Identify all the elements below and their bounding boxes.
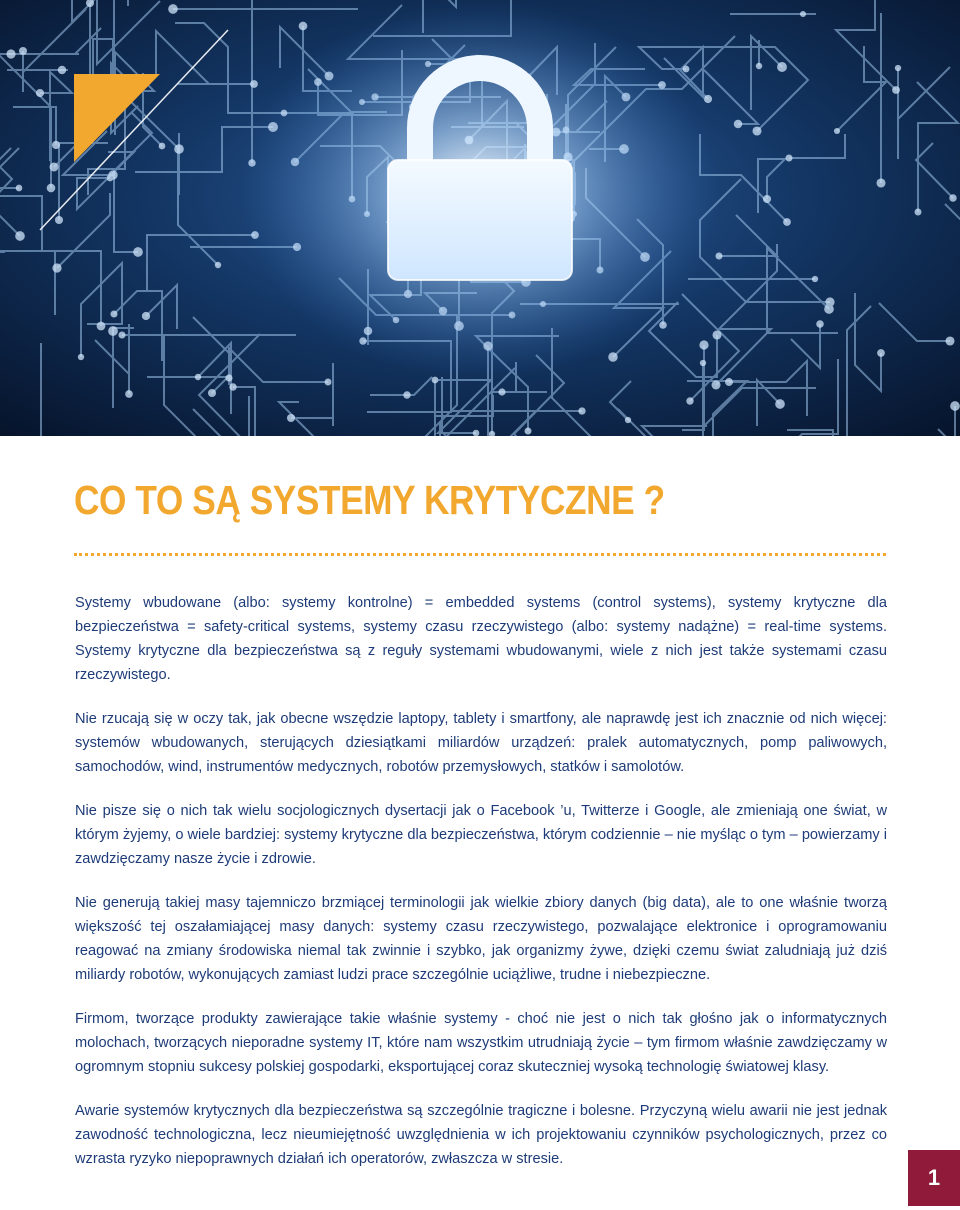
circuit-pad <box>287 414 295 422</box>
circuit-pad <box>498 388 505 395</box>
circuit-pad <box>133 247 143 257</box>
circuit-pad <box>78 354 84 360</box>
circuit-pad <box>812 276 818 282</box>
circuit-pad <box>608 352 617 361</box>
circuit-pad <box>19 47 27 55</box>
circuit-pad <box>775 399 785 409</box>
circuit-pad <box>734 120 742 128</box>
circuit-pad <box>756 63 762 69</box>
circuit-pad <box>712 330 721 339</box>
circuit-pad <box>229 383 236 390</box>
circuit-pad <box>107 175 114 182</box>
circuit-pad <box>895 65 901 71</box>
circuit-pad <box>686 397 693 404</box>
paragraph-real-time-data: Nie generują takiej masy tajemniczo brzmiącej terminologii jak wielkie zbiory danych (big data), ale to one właśnie tworzą większość tej oszałamiającej masy danych: systemy czasu rzeczywistego, pozwalające elektronice i oprogramowaniu reagować na zmiany środowiska niemal tak zwinnie i szybko, jak organizmy żywe, dzięki czemu świat zaludniają już dziś miliardy robotów, wykonujących zamiast ludzi prace szczególnie uciążliwe, trudne i niebezpieczne. <box>75 895 887 983</box>
hero-image <box>0 0 960 436</box>
circuit-pad <box>47 184 56 193</box>
circuit-pad <box>783 218 791 226</box>
circuit-pad <box>108 326 118 336</box>
circuit-pad <box>118 331 125 338</box>
circuit-pad <box>142 312 150 320</box>
circuit-pad <box>834 128 840 134</box>
circuit-pad <box>50 163 59 172</box>
paragraph-failures: Awarie systemów krytycznych dla bezpieczeństwa są szczególnie tragiczne i bolesne. Przyczyną wielu awarii nie jest jednak zawodność technologiczna, lecz nieumiejętność uwzględnienia w ich projektowaniu czynników psychologicznych, przez co wzrasta ryzyko niepoprawnych działań ich operatorów, zwłaszcza w stresie. <box>75 1103 887 1167</box>
circuit-pad <box>125 390 133 398</box>
circuit-pad <box>825 297 834 306</box>
circuit-pad <box>16 185 23 192</box>
circuit-pad <box>36 89 44 97</box>
circuit-board-illustration <box>0 0 960 436</box>
circuit-pad <box>215 262 221 268</box>
circuit-pad <box>168 4 178 14</box>
circuit-pad <box>892 86 900 94</box>
circuit-pad <box>432 377 439 384</box>
circuit-pad <box>52 141 60 149</box>
circuit-pad <box>876 178 885 187</box>
circuit-pad <box>800 11 806 17</box>
circuit-pad <box>725 378 733 386</box>
page-number-badge: 1 <box>908 1150 960 1206</box>
circuit-pad <box>159 143 166 150</box>
circuit-pad <box>659 321 667 329</box>
paragraph-definitions: Systemy wbudowane (albo: systemy kontrolne) = embedded systems (control systems), systemy krytyczne dla bezpieczeństwa = safety-critical systems, systemy czasu rzeczywistego (albo: systemy nadążne) = real-time systems. Systemy krytyczne dla bezpieczeństwa są z reguły systemami wbudowanymi, wiele z nich jest także systemami czasu rzeczywistego. <box>75 595 887 683</box>
circuit-pad <box>250 80 258 88</box>
circuit-pad <box>625 417 631 423</box>
circuit-pad <box>777 62 787 72</box>
circuit-pad <box>950 401 960 411</box>
circuit-pad <box>325 379 332 386</box>
circuit-pad <box>52 263 61 272</box>
circuit-pad <box>110 310 117 317</box>
circuit-pad <box>704 95 712 103</box>
circuit-pad <box>877 349 885 357</box>
circuit-pad <box>578 407 585 414</box>
paragraph-embedded-systems: Nie rzucają się w oczy tak, jak obecne wszędzie laptopy, tablety i smartfony, ale naprawdę jest ich znacznie od nich więcej: systemów wbudowanych, sterujących dziesiątkami miliardów urządzeń: pralek automatycznych, pomp paliwowych, samochodów, wind, instrumentów medycznych, robotów przemysłowych, statków i samolotów. <box>75 711 887 775</box>
circuit-pad <box>949 194 956 201</box>
circuit-pad <box>473 430 480 436</box>
circuit-pad <box>763 195 771 203</box>
page-title: CO TO SĄ SYSTEMY KRYTYCZNE ? <box>74 477 665 523</box>
circuit-pad <box>716 253 723 260</box>
circuit-pad <box>752 126 761 135</box>
circuit-pad <box>55 216 63 224</box>
circuit-pad <box>700 360 706 366</box>
circuit-pad <box>683 66 690 73</box>
circuit-pad <box>195 374 201 380</box>
circuit-pad <box>403 391 410 398</box>
circuit-pad <box>711 380 720 389</box>
circuit-pad <box>816 320 824 328</box>
circuit-pad <box>915 209 922 216</box>
circuit-pad <box>299 22 308 31</box>
circuit-pad <box>97 322 106 331</box>
circuit-pad <box>945 336 954 345</box>
circuit-pad <box>525 428 532 435</box>
circuit-pad <box>225 374 232 381</box>
circuit-pad <box>15 231 25 241</box>
circuit-pad <box>174 144 184 154</box>
circuit-pad <box>208 389 216 397</box>
circuit-pad <box>699 340 708 349</box>
circuit-pad <box>58 66 66 74</box>
paragraph-changing-world: Nie pisze się o nich tak wielu socjologicznych dysertacji jak o Facebook ’u, Twitterze i Google, ale zmieniają one świat, w którym żyjemy, o wiele bardziej: systemy krytyczne dla bezpieczeństwa, którym codziennie – nie myśląc o tym – powierzamy i zawdzięczamy nasze życie i zdrowie. <box>75 803 887 867</box>
circuit-pad <box>785 154 792 161</box>
article-body <box>75 591 887 1191</box>
paragraph-polish-companies: Firmom, tworzące produkty zawierające takie właśnie systemy - choć nie jest o nich tak głośno jak o informatycznych molochach, tworzących nieporadne systemy IT, które nam wszystkim utrudniają życie – tym firmom właśnie zawdzięczamy w ogromnym stopniu sukcesy polskiej gospodarki, eksportującej coraz skuteczniej wysoką technologię światowej klasy. <box>75 1011 887 1075</box>
dotted-divider <box>74 553 886 556</box>
circuit-pad <box>6 49 15 58</box>
